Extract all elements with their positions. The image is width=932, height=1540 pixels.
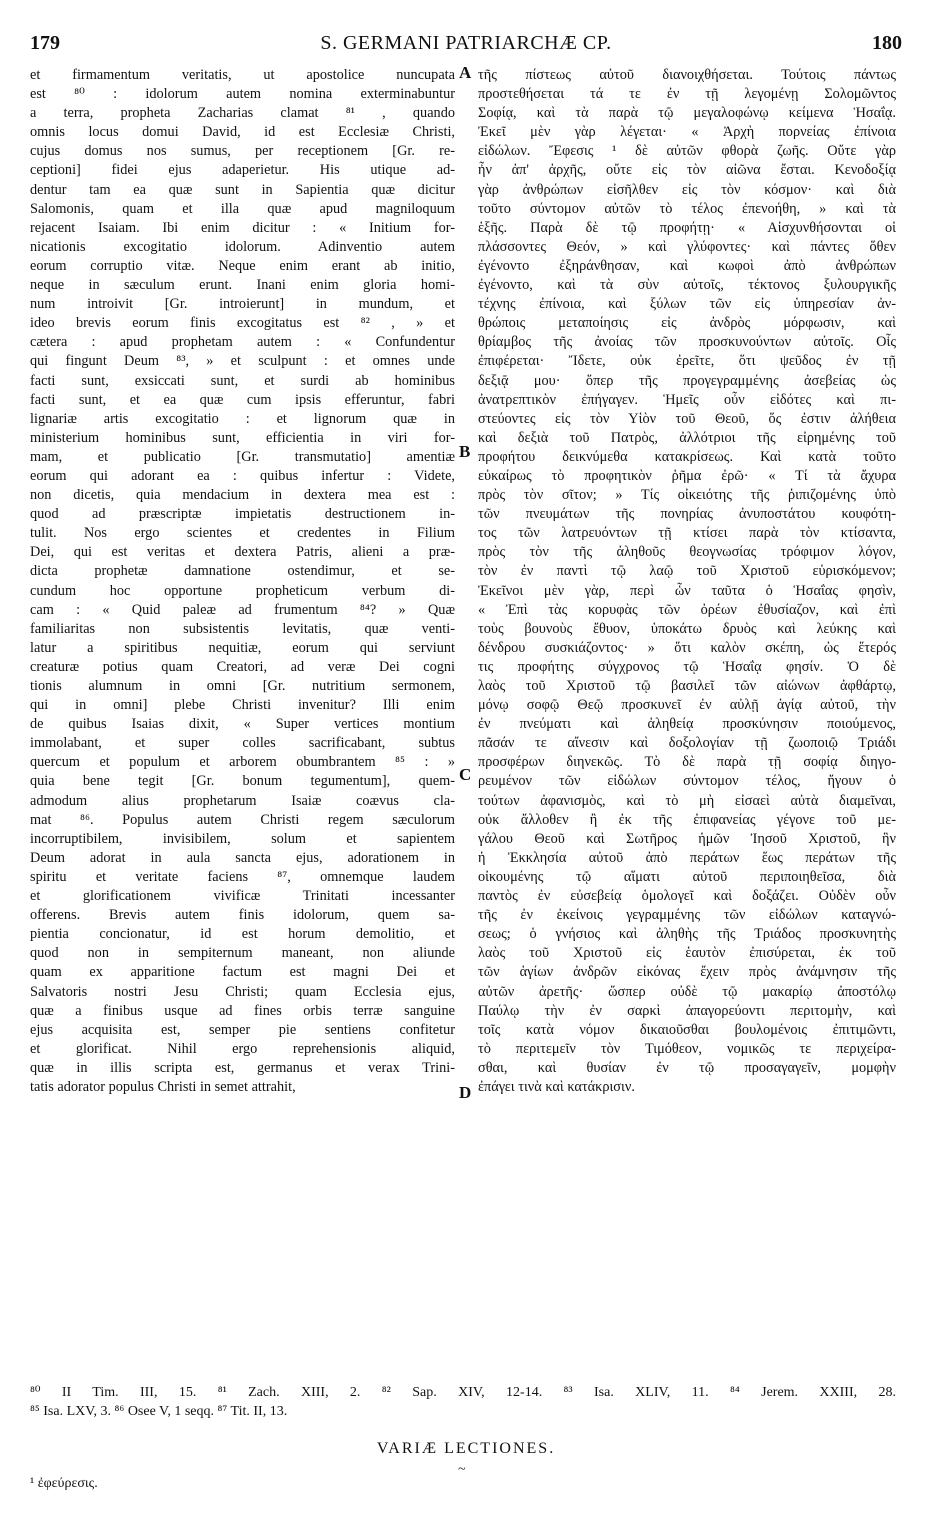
text-line: ideo brevis eorum finis excogitatus est ⁸² , » et [30,315,455,332]
latin-column [30,66,455,1097]
text-line: mat ⁸⁶. Populus autem Christi regem sæculorum [30,811,455,828]
text-line: et glorificat. Nihil ergo reprehensionis aliquid, [30,1040,455,1057]
text-line: eorum qui adorant ea : quibus infertur : Videte, [30,467,455,484]
text-line: quam ex apparitione factum est magni Dei et [30,964,455,981]
greek-column [478,66,896,1097]
running-title: S. GERMANI PATRIARCHÆ CP. [320,32,612,54]
text-line: καὶ δεξιὰ τοῦ Πατρὸς, ἀλλότριοι τῆς εἰρημένης τοῦ [478,429,896,446]
text-line: tulit. Nos ergo scientes et credentes in Filium [30,525,455,542]
section-marker-d: D [459,1083,472,1102]
text-line: qui in omni] plebe Christi invenitur? Illi enim [30,697,455,714]
text-line: creaturæ potius quam Creatori, ad veræ Dei cogni [30,658,455,675]
text-line: Salomonis, quam et illa quæ apud magniloquum [30,200,455,217]
text-line: a terra, propheta Zacharias clamat ⁸¹ , quando [30,105,455,122]
text-line: pientia concionatur, id est horum demolitio, et [30,926,455,943]
text-line: στεύοντες εἰς τὸν Υἱὸν τοῦ Θεοῦ, ὅς ἐστιν ἀλήθεια [478,410,896,427]
text-line: ἐπάγει τινὰ καὶ κατάκρισιν. [478,1078,635,1095]
text-line: ἦν ἀπ' ἀρχῆς, οὔτε εἰς τὸν αἰῶνα ἔσται. Κενοδοξίᾳ [478,162,896,179]
text-line: Ἐκεῖνοι μὲν γὰρ, περὶ ὧν ταῦτα ὁ Ἡσαΐας φησὶν, [478,582,896,599]
text-line: σεως; ὁ γνήσιος καὶ ἀληθὴς τῆς Τριάδος προσκυνητὴς [478,926,896,943]
text-line: quæ a finibus usque ad fines orbis terræ sanguine [30,1002,455,1019]
text-line: cam : « Quid paleæ ad frumentum ⁸⁴? » Quæ [30,601,455,618]
text-line: num introivit [Gr. introierunt] in mundum, et [30,296,455,313]
footnote-line: ⁸⁵ Isa. LXV, 3. ⁸⁶ Osee V, 1 seqq. ⁸⁷ Tit. II, 13. [30,1404,288,1419]
text-line: δένδρου συσκιάζοντος· » ὅτι καλὸν σκέπη, ὡς ἕτερός [478,639,896,656]
text-line: dentur tam ea quæ sunt in Sapientia quæ dicitur [30,181,455,198]
section-marker-b: B [459,442,471,461]
text-line: ἐγένοντο ἐξηράνθησαν, καὶ κωφοὶ ἀπὸ ἀνθρώπων [478,257,896,274]
text-line: τις προφήτης σύγχρονος τῷ Ἡσαΐᾳ φησίν. Ὁ δὲ [478,658,896,675]
text-line: cætera : apud prophetam autem : « Confundentur [30,334,455,351]
text-line: rejacent Isaiam. Ibi enim dicitur : « Initium for- [30,219,455,236]
text-line: γὰρ ἀνθρώπων εἰσῆλθεν εἰς τὸν κόσμον· καὶ διὰ [478,181,896,198]
text-line: σθαι, καὶ θυσίαν ἐν τῷ προσαγαγεῖν, μομφὴν [478,1059,896,1076]
text-line: tionis alumnum in omni [Gr. nutritium sermonem, [30,678,455,694]
text-line: λαὸς τοῦ Χριστοῦ τῷ βασιλεῖ τῶν αἰώνων ἀφθάρτῳ, [478,678,896,694]
variae-lectiones-note: ¹ ἐφεύρεσις. [30,1476,98,1491]
text-line: τοῦτο σύντομον αὐτῶν τὸ τέλος ἐπενοήθη, » καὶ τὰ [478,200,896,217]
text-line: incorruptibilem, invisibilem, solum et sapientem [30,830,455,847]
text-line: quia bene tegit [Gr. bonum tegumentum], quem- [30,773,455,790]
text-line: « Ἐπὶ τὰς κορυφὰς τῶν ὀρέων ἐθυσίαζον, καὶ ἐπὶ [478,601,896,618]
text-line: γάλου Θεοῦ καὶ Σωτῆρος ἡμῶν Ἰησοῦ Χριστοῦ, ἣν [478,830,896,847]
footnote-line: ⁸⁰ II Tim. III, 15. ⁸¹ Zach. XIII, 2. ⁸² Sap. XIV, 12-14. ⁸³ Isa. XLIV, 11. ⁸⁴ Jerem. XXIII, 28. [30,1385,896,1400]
text-line: τῶν ἁγίων ἀνδρῶν εἰκόνας ἔχειν πρὸς ἀνάμνησιν τῆς [478,964,896,981]
text-line: quæ in illis scripta est, germanus et verax Trini- [30,1059,455,1076]
text-line: τούτων ἀφανισμὸς, καὶ τὸ μὴ εἰσαεὶ αὐτὰ διαμεῖναι, [478,792,896,809]
text-line: πᾶσάν τε αἴνεσιν καὶ δοξολογίαν τῇ ζωοποιῷ Τριάδι [478,735,896,752]
text-line: immolabant, et super colles sacrificabant, subtus [30,735,455,752]
text-line: τος τῶν λατρευόντων τῇ κτίσει παρὰ τὸν κτίσαντα, [478,525,896,542]
text-line: θρώποις μεταποίησις εἰς ἀνδρὸς μόρφωσιν, καὶ [478,315,896,332]
text-line: οἰκουμένης τῷ αἵματι αὐτοῦ περιποιηθεῖσα, διὰ [478,868,896,885]
text-line: Σοφίᾳ, καὶ τὰ παρὰ τῷ μεγαλοφώνῳ κείμενα Ἡσαΐᾳ. [478,105,896,122]
text-line: αὐτῶν ἀρετῆς· ὥσπερ οὐδὲ τῷ μακαρίῳ ἀποστόλῳ [478,983,896,1000]
text-line: non dicetis, quia mendacium in dextera mea est : [30,487,455,504]
text-line: θρίαμβος τῆς ἀνοίας τῶν προσκυνούντων αὐτοῖς. Οἷς [478,334,896,351]
text-line: latur a spiritibus nequitiæ, eorum qui serviunt [30,639,455,656]
page-number-left: 179 [30,32,60,54]
text-line: πρὸς τὸν τῆς ἀληθοῦς θεογνωσίας τρόφιμον λόγον, [478,544,896,561]
text-line: spiritu et veritate faciens ⁸⁷, omnemque laudem [30,868,455,885]
text-line: quod non in sempiternum maneant, non aliunde [30,945,455,962]
page-header [30,32,902,62]
text-line: τὸν ἐν παντὶ τῷ λαῷ τοῦ Χριστοῦ εὑρισκόμενον; [478,563,896,580]
text-line: Salvatoris nostri Jesu Christi; quam Ecclesia ejus, [30,983,455,1000]
text-line: ejus acquisita est, semper pie sentiens confitetur [30,1021,455,1038]
text-line: τῆς ἐν ἐκείνοις γεγραμμένης τῶν εἰδώλων καταγνώ- [478,907,896,924]
text-line: quercum et populum et arborem obumbrantem ⁸⁵ : » [30,754,455,771]
text-line: de quibus Isaias dixit, « Super vertices montium [30,716,455,733]
text-line: ἑξῆς. Παρὰ δὲ τῷ προφήτῃ· « Αἰσχυνθήσονται οἱ [478,219,896,236]
text-line: πλάσσοντες Θεόν, » καὶ γλύφοντες· καὶ πάντες ὅθεν [478,238,896,255]
page-number-right: 180 [872,32,902,54]
text-line: μόνῳ σοφῷ Θεῷ προσκυνεῖ ἐν αὐλῇ ἁγίᾳ αὐτοῦ, τὴν [478,697,896,714]
text-line: λαὸς τοῦ Χριστοῦ εἰς ἑαυτὸν ἐπισύρεται, ἐκ τοῦ [478,945,896,962]
text-line: qui fingunt Deum ⁸³, » et sculpunt : et omnes unde [30,353,455,370]
text-line: τὸ περιτεμεῖν τὸν Τιμόθεον, νομικῶς τε περιχείρα- [478,1040,896,1057]
text-line: ἐπιφέρεται· Ἴδετε, οὐκ ἐρεῖτε, ὅτι ψεῦδος ἐν τῇ [478,353,896,370]
text-line: neque in sæculum erunt. Inani enim gloria homi- [30,277,455,294]
text-line: facti sunt, et ea quæ cum ipsis efferuntur, fabri [30,391,455,408]
text-line: cujus domus nos sumus, per receptionem [Gr. re- [30,143,455,160]
text-line: et firmamentum veritatis, ut apostolice nuncupata [30,67,455,83]
text-line: familiaritas non subsistentis levitatis, quæ venti- [30,620,455,637]
text-line: ἀνατρεπτικὸν ἐπήγαγεν. Ἡμεῖς οὖν εἰδότες καὶ πι- [478,391,896,408]
text-line: εὐκαίρως τὸ προφητικὸν ῥῆμα ἐρῶ· « Τί τὰ ἄχυρα [478,467,896,484]
text-line: est ⁸⁰ : idolorum autem nomina exterminabuntur [30,86,455,103]
text-line: τοῖς κατὰ νόμον δικαιοῦσθαι βουλομένοις ἐπιτιμῶντι, [478,1021,896,1038]
text-line: προστεθήσεται τά τε ἐν τῇ λεγομένῃ Σολομῶντος [478,86,896,103]
footnotes [30,1383,896,1421]
text-line: nicationis excogitatio idolorum. Adinventio autem [30,238,455,255]
text-line: Ἐκεῖ μὲν γὰρ λέγεται· « Ἀρχὴ πορνείας ἐπίνοια [478,124,896,141]
text-line: ministerium hominibus sunt, efficientia in viri for- [30,429,455,446]
text-line: Deum adorat in aula sancta ejus, adorationem in [30,849,455,866]
text-line: ἐν πνεύματι καὶ ἀληθείᾳ προσκύνησιν ποιούμενος, [478,716,896,733]
text-line: πρὸς τὸν σῖτον; » Τίς οἰκειότης τῆς ῥιπιζομένης ὑπὸ [478,487,896,504]
text-line: tatis adorator populus Christi in semet attrahit, [30,1078,296,1095]
text-line: dicta prophetæ damnatione ostendimur, et se- [30,563,455,580]
text-line: cundum hoc opportune propheticum verbum di- [30,582,455,599]
text-line: mam, et publicatio [Gr. transmutatio] amentiæ [30,448,455,465]
text-line: Dei, qui est veritas et dextera Patris, alieni a præ- [30,544,455,561]
text-line: ceptioni] fidei ejus adaperietur. His utique ad- [30,162,455,179]
text-line: et glorificationem vivificæ Trinitati incessanter [30,888,455,905]
ornament-tilde: ~ [458,1462,466,1477]
variae-lectiones-heading: VARIÆ LECTIONES. [376,1440,556,1457]
text-line: eorum corruptio vitæ. Neque enim erant ab initio, [30,257,455,274]
text-line: εἰδώλων. Ἔφεσις ¹ δὲ αὐτῶν φθορὰ ζωῆς. Οὔτε γὰρ [478,143,896,160]
text-line: ἐγένοντο, καὶ τὰ σὺν αὐτοῖς, τέκτονος ξυλουργικῆς [478,277,896,294]
text-line: ἡ Ἐκκλησία αὐτοῦ ἀπὸ περάτων ἕως περάτων τῆς [478,849,896,866]
text-line: lignariæ artis excogitatio : et lignorum quæ in [30,410,455,427]
text-line: facti sunt, exsiccati sunt, et surdi ab hominibus [30,372,455,389]
text-line: τῶν πνευμάτων τῆς πονηρίας ἀνυποστάτου κουφότη- [478,506,896,523]
text-line: omnis locus domui David, id est Ecclesiæ Christi, [30,124,455,141]
section-marker-c: C [459,765,472,784]
text-line: παντὸς ἐν εὐσεβείᾳ ὁμολογεῖ καὶ δοξάζει. Οὐδὲν οὖν [478,888,896,905]
text-line: προφήτου δεικνύμεθα κατακρίσεως. Καὶ κατὰ τοῦτο [478,448,896,465]
text-line: ρευμένον τῶν εἰδώλων σύντομον τέλος, ἤγουν ὁ [478,773,896,790]
text-line: offerens. Brevis autem finis idolorum, quem sa- [30,907,455,924]
text-line: Παύλῳ τὴν ἐν σαρκὶ ἀπαγορεύοντι περιτομὴν, καὶ [478,1002,896,1019]
text-line: τοὺς βουνοὺς ἔθυον, ὑποκάτω δρυὸς καὶ λεύκης καὶ [478,620,896,637]
text-line: quod ad præscriptæ impietatis destructionem in- [30,506,455,523]
text-line: προσφέρων διηνεκῶς. Τὸ δὲ παρὰ τῇ σοφίᾳ διηγο- [478,754,896,771]
text-line: δεξιᾷ μου· ὅπερ τῆς προγεγραμμένης ἀσεβείας ὡς [478,372,896,389]
section-marker-a: A [459,63,472,82]
text-line: τέχνης ἐπίνοια, καὶ ξύλων τῶν εἰς ὑπηρεσίαν ἀν- [478,296,896,313]
text-line: οὐκ ἄλλοθεν ἢ ἐκ τῆς ἐπιφανείας γέγονε τοῦ με- [478,811,896,828]
text-line: τῆς πίστεως αὐτοῦ διανοιχθήσεται. Τούτοις πάντως [478,67,896,83]
text-line: admodum alius prophetarum Isaiæ coævus cla- [30,792,455,809]
